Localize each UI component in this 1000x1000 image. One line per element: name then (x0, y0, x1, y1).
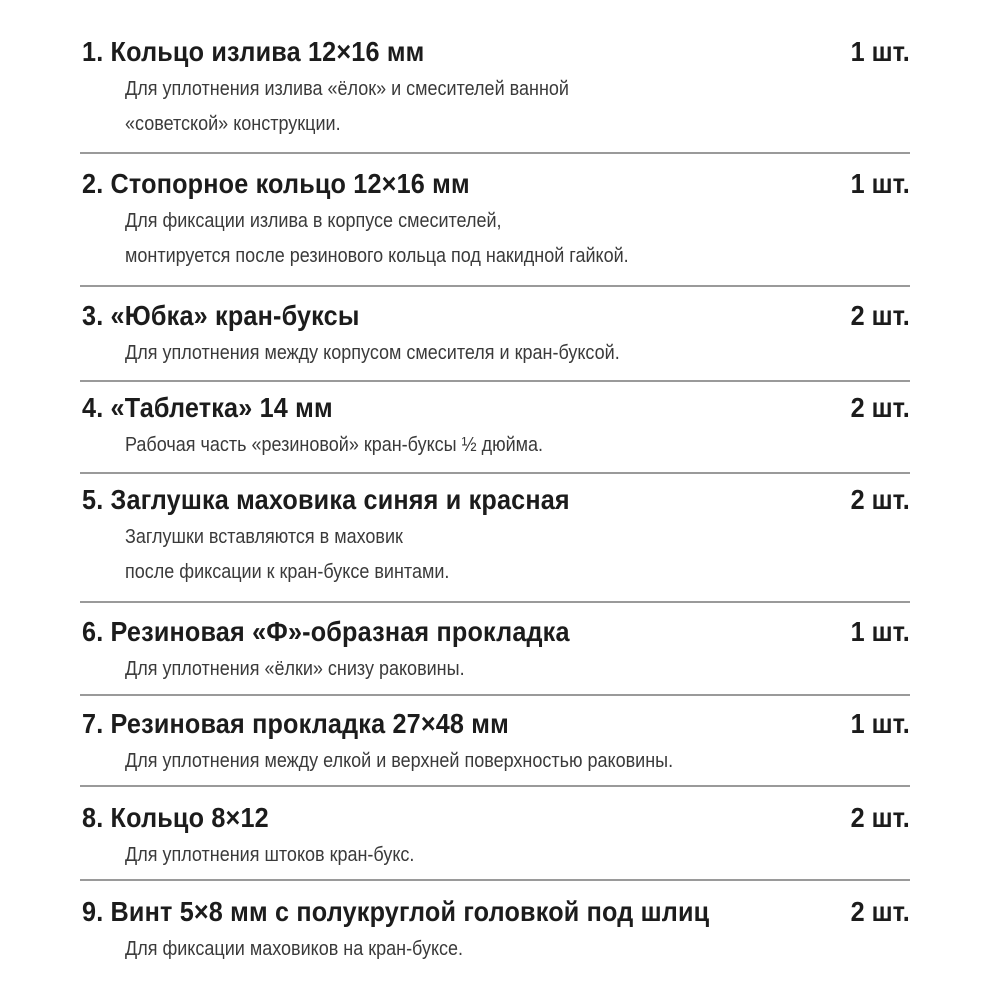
item-title: 3. «Юбка» кран-буксы (82, 300, 360, 331)
item-quantity: 2 шт. (850, 484, 910, 515)
item-header (82, 164, 910, 204)
item-title: 8. Кольцо 8×12 (82, 802, 269, 833)
item-description-line: Для уплотнения излива «ёлок» и смесителей ванной (125, 78, 569, 100)
item-title: 5. Заглушка маховика синяя и красная (82, 484, 570, 515)
item-description-line: монтируется после резинового кольца под накидной гайкой. (125, 245, 629, 267)
divider (80, 879, 910, 881)
item-header (82, 892, 910, 932)
item-header (82, 798, 910, 838)
list-item (82, 892, 910, 967)
item-title: 2. Стопорное кольцо 12×16 мм (82, 168, 470, 199)
item-quantity: 1 шт. (850, 168, 910, 199)
item-description-line: Для фиксации маховиков на кран-буксе. (125, 938, 464, 960)
item-title: 4. «Таблетка» 14 мм (82, 392, 333, 423)
item-title: 7. Резиновая прокладка 27×48 мм (82, 708, 509, 739)
list-item (82, 704, 910, 779)
item-title: 1. Кольцо излива 12×16 мм (82, 36, 425, 67)
item-quantity: 1 шт. (850, 36, 910, 67)
item-header (82, 296, 910, 336)
list-item (82, 388, 910, 463)
divider (80, 694, 910, 696)
divider (80, 601, 910, 603)
item-quantity: 1 шт. (850, 708, 910, 739)
list-item (82, 164, 910, 274)
item-title: 9. Винт 5×8 мм с полукруглой головкой под шлиц (82, 896, 710, 927)
item-description-line: Рабочая часть «резиновой» кран-буксы ½ дюйма. (125, 434, 544, 456)
item-description-line: Для уплотнения между елкой и верхней поверхностью раковины. (125, 750, 674, 772)
item-description-line: Заглушки вставляются в маховик (125, 526, 403, 548)
divider (80, 472, 910, 474)
divider (80, 152, 910, 154)
divider (80, 785, 910, 787)
item-header (82, 32, 910, 72)
item-header (82, 480, 910, 520)
divider (80, 285, 910, 287)
item-description-line: Для уплотнения штоков кран-букс. (125, 844, 415, 866)
item-header (82, 388, 910, 428)
item-quantity: 1 шт. (850, 616, 910, 647)
item-description-line: Для уплотнения «ёлки» снизу раковины. (125, 658, 465, 680)
item-description-line: Для фиксации излива в корпусе смесителей, (125, 210, 502, 232)
list-item (82, 480, 910, 590)
item-header (82, 704, 910, 744)
item-title: 6. Резиновая «Ф»-образная прокладка (82, 616, 570, 647)
item-quantity: 2 шт. (850, 392, 910, 423)
item-description-line: после фиксации к кран-буксе винтами. (125, 561, 450, 583)
item-quantity: 2 шт. (850, 896, 910, 927)
item-quantity: 2 шт. (850, 802, 910, 833)
item-description-line: Для уплотнения между корпусом смесителя и кран-буксой. (125, 342, 620, 364)
item-description-line: «советской» конструкции. (125, 113, 341, 135)
list-item (82, 798, 910, 873)
item-quantity: 2 шт. (850, 300, 910, 331)
list-item (82, 296, 910, 371)
item-header (82, 612, 910, 652)
list-item (82, 612, 910, 687)
divider (80, 380, 910, 382)
list-item (82, 32, 910, 142)
